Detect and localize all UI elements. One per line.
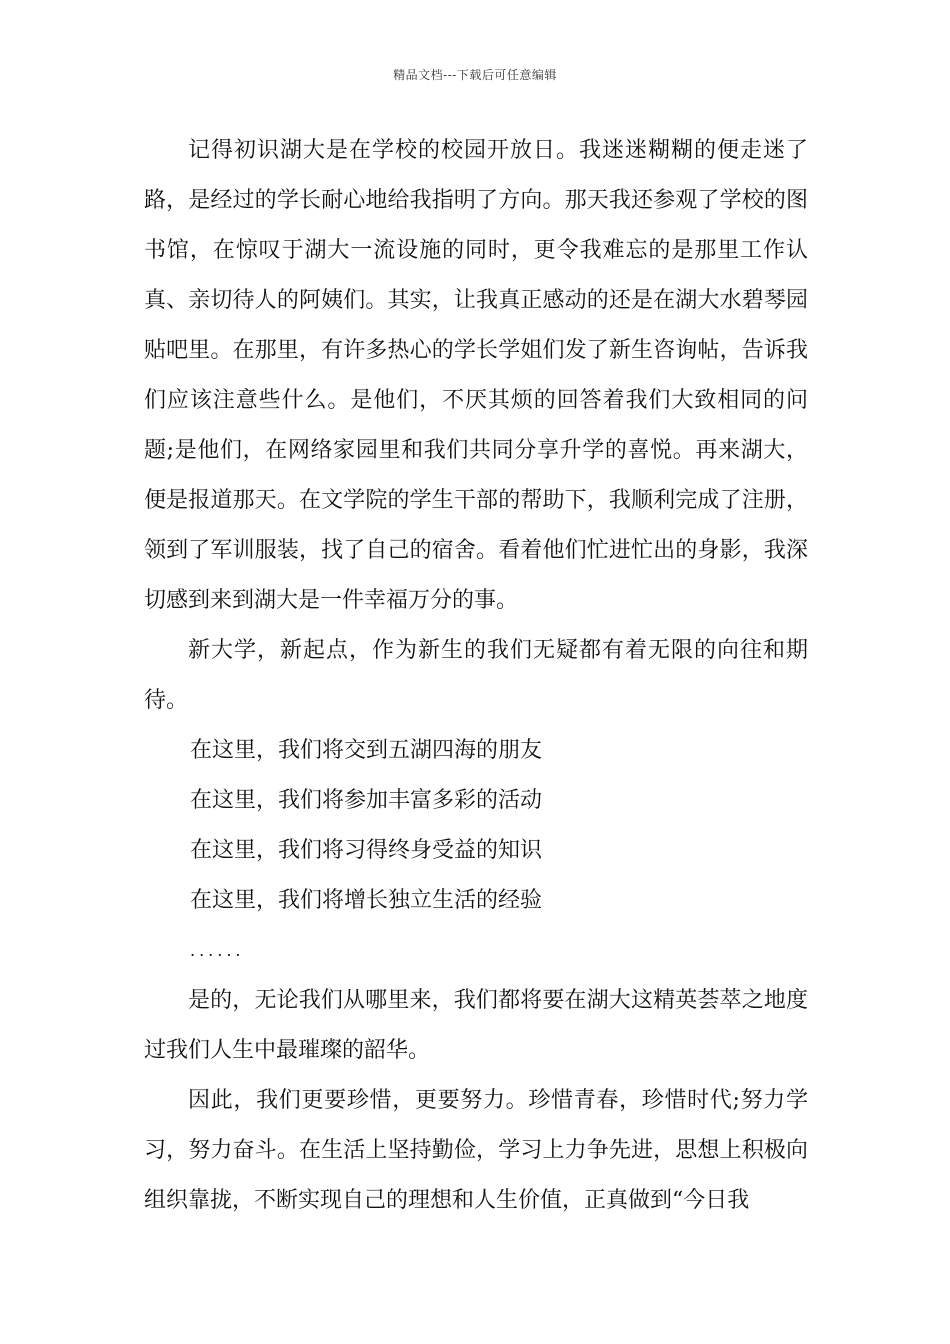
poem-line-experience: 在这里，我们将增长独立生活的经验 xyxy=(190,888,543,913)
ellipsis-line: ...... xyxy=(190,941,245,960)
document-body xyxy=(144,126,808,1226)
poem-line-friends: 在这里，我们将交到五湖四海的朋友 xyxy=(190,738,543,763)
paragraph-first-visit: 记得初识湖大是在学校的校园开放日。我迷迷糊糊的便走迷了路，是经过的学长耐心地给我指明了方向。那天我还参观了学校的图书馆，在惊叹于湖大一流设施的同时，更令我难忘的是那里工作认真、亲切待人的阿姨们。其实，让我真正感动的还是在湖大水碧琴园贴吧里。在那里，有许多热心的学长学姐们发了新生咨询帖，告诉我们应该注意些什么。是他们，不厌其烦的回答着我们大致相同的问题;是他们，在网络家园里和我们共同分享升学的喜悦。再来湖大，便是报道那天。在文学院的学生干部的帮助下，我顺利完成了注册，领到了军训服装，找了自己的宿舍。看着他们忙进忙出的身影，我深切感到来到湖大是一件幸福万分的事。 xyxy=(144,138,808,613)
paragraph-yes: 是的，无论我们从哪里来，我们都将要在湖大这精英荟萃之地度过我们人生中最璀璨的韶华。 xyxy=(144,988,808,1063)
page-header: 精品文档---下载后可任意编辑 xyxy=(393,68,557,82)
poem-line-knowledge: 在这里，我们将习得终身受益的知识 xyxy=(190,838,543,863)
paragraph-new-start: 新大学，新起点，作为新生的我们无疑都有着无限的向往和期待。 xyxy=(144,638,808,713)
poem-line-activities: 在这里，我们将参加丰富多彩的活动 xyxy=(190,788,543,813)
paragraph-therefore: 因此，我们更要珍惜，更要努力。珍惜青春，珍惜时代;努力学习，努力奋斗。在生活上坚持勤俭，学习上力争先进，思想上积极向组织靠拢，不断实现自己的理想和人生价值，正真做到“今日我 xyxy=(144,1088,808,1213)
